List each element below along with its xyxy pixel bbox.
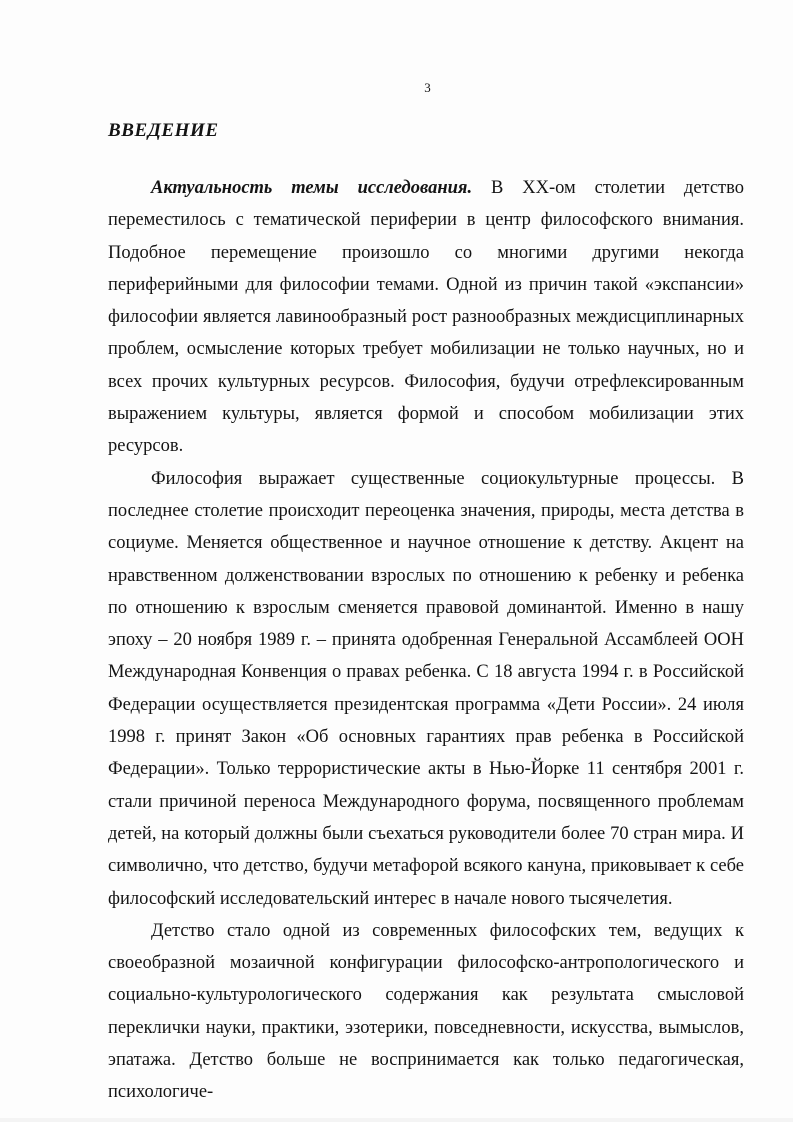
paragraph-body-text: В XX-ом столетии детство переместилось с тематической периферии в центр философского внимания. Подобное перемещение произошло со многими другими некогда периферийными для философии темами. Одной из причин такой «экспансии» философии является лавинообразный рост разнообразных междисциплинарных проблем, осмысление которых требует мобилизации не только научных, но и всех прочих культурных ресурсов. Философия, будучи отрефлексированным выражением культуры, является формой и способом мобилизации этих ресурсов.: [108, 178, 744, 457]
paragraph-childhood-theme: Детство стало одной из современных философских тем, ведущих к своеобразной мозаичной конфигурации философско-антропологического и социально-культурологического содержания как результата смысловой переклички науки, практики, эзотерики, повседневности, искусства, вымыслов, эпатажа. Детство больше не воспринимается как только педагогическая, психологиче-: [108, 920, 744, 1103]
page-number: 3: [424, 80, 431, 95]
paragraph-lead-phrase: Актуальность темы исследования.: [151, 178, 473, 198]
paragraph-social-context: Философия выражает существенные социокультурные процессы. В последнее столетие происходит переоценка значения, природы, места детства в социуме. Меняется общественное и научное отношение к детству. Акцент на нравственном долженствовании взрослых по отношению к ребенку и ребенка по отношению к взрослым сменяется правовой доминантой. Именно в нашу эпоху – 20 ноября 1989 г. – принята одобренная Генеральной Ассамблеей ООН Международная Конвенция о правах ребенка. С 18 августа 1994 г. в Российской Федерации осуществляется президентская программа «Дети России». 24 июля 1998 г. принят Закон «Об основных гарантиях прав ребенка в Российской Федерации». Только террористические акты в Нью-Йорке 11 сентября 2001 г. стали причиной переноса Международного форума, посвященного проблемам детей, на который должны были съехаться руководители более 70 стран мира. И символично, что детство, будучи метафорой всякого кануна, приковывает к себе философский исследовательский интерес в начале нового тысячелетия.: [108, 468, 744, 909]
page-bottom-edge: [0, 1118, 793, 1122]
body-text: [108, 172, 744, 1109]
section-heading: ВВЕДЕНИЕ: [108, 120, 219, 141]
paragraph-relevance: [108, 172, 744, 463]
